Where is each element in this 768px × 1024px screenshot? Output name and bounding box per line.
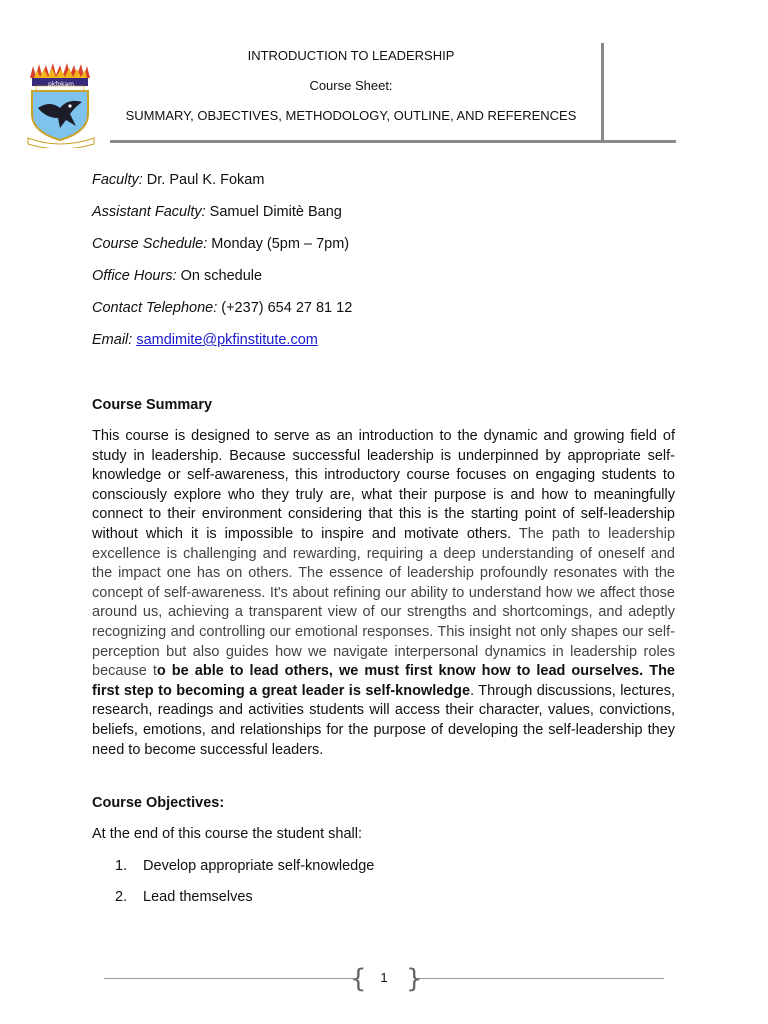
phone-row bbox=[92, 300, 352, 316]
header-vertical-divider bbox=[601, 43, 604, 141]
institute-logo bbox=[24, 62, 98, 148]
office-hours-label: Office Hours: bbox=[92, 268, 177, 284]
faculty-label: Faculty: bbox=[92, 172, 143, 188]
schedule-row bbox=[92, 236, 349, 252]
document-title: INTRODUCTION TO LEADERSHIP bbox=[247, 48, 455, 63]
objective-text: Lead themselves bbox=[143, 889, 253, 905]
document-subtitle: Course Sheet: bbox=[309, 78, 393, 93]
email-link[interactable]: samdimite@pkfinstitute.com bbox=[136, 332, 318, 348]
footer-right-brace: } bbox=[406, 964, 423, 994]
phone-label: Contact Telephone: bbox=[92, 300, 218, 316]
objective-number: 1. bbox=[115, 858, 128, 874]
objective-text: Develop appropriate self-knowledge bbox=[143, 858, 375, 874]
logo-wordmark: pkfokam bbox=[48, 81, 74, 88]
office-hours-value: On schedule bbox=[180, 268, 263, 284]
assistant-row bbox=[92, 204, 342, 220]
email-row bbox=[92, 332, 318, 348]
objective-item bbox=[115, 858, 374, 874]
summary-text-part1: This course is designed to serve as an introduction to the dynamic and growing field of study in leadership. Because successful leadership is underpinned by appropriate self-knowledge or self-awareness, this introductory course focuses on engaging students to consciously explore who they truly are, what their purpose is and how to meaningfully connect to their environment considering that this is the starting point of self-leadership without which it is impossible to inspire and motivate others. bbox=[92, 428, 675, 542]
assistant-value: Samuel Dimitè Bang bbox=[209, 204, 342, 220]
header-horizontal-divider bbox=[110, 140, 676, 143]
footer-left-brace: { bbox=[350, 964, 367, 994]
schedule-value: Monday (5pm – 7pm) bbox=[211, 236, 350, 252]
email-label: Email: bbox=[92, 332, 133, 348]
summary-text-emphasis: o be able to lead others, we must first know how to lead ourselves. The first step to becoming a great leader is self-knowledge bbox=[92, 663, 675, 699]
document-sections-line: SUMMARY, OBJECTIVES, METHODOLOGY, OUTLINE, AND REFERENCES bbox=[125, 108, 577, 123]
footer-left-rule bbox=[104, 978, 354, 979]
objectives-heading: Course Objectives: bbox=[92, 795, 225, 811]
footer-right-rule bbox=[416, 978, 664, 979]
objective-item bbox=[115, 889, 253, 905]
office-hours-row bbox=[92, 268, 262, 284]
schedule-label: Course Schedule: bbox=[92, 236, 208, 252]
summary-text-part4: . Through discussions, lectures, research, readings and activities students will access their character, values, convictions, beliefs, emotions, and relationships for the purpose of developing the self-leadership they need to become successful leaders. bbox=[92, 682, 675, 758]
summary-paragraph bbox=[92, 427, 675, 760]
summary-text-part2: The path to leadership excellence is challenging and rewarding, requiring a deep understanding of oneself and the impact one has on others. The essence of leadership profoundly resonates with the concept of self-awareness. It's about refining our ability to understand how we affect those around us, achieving a transparent view of our strengths and shortcomings, and adeptly recognizing and controlling our emotional responses. This insight not only shapes our self-perception but also guides how we navigate interpersonal dynamics in leadership roles because t bbox=[92, 525, 676, 680]
page-number: 1 bbox=[380, 970, 388, 985]
assistant-label: Assistant Faculty: bbox=[92, 204, 206, 220]
objectives-intro: At the end of this course the student shall: bbox=[92, 826, 363, 842]
summary-heading: Course Summary bbox=[92, 397, 213, 413]
phone-value: (+237) 654 27 81 12 bbox=[221, 300, 353, 316]
faculty-value: Dr. Paul K. Fokam bbox=[146, 172, 265, 188]
objective-number: 2. bbox=[115, 889, 128, 905]
faculty-row bbox=[92, 172, 264, 188]
